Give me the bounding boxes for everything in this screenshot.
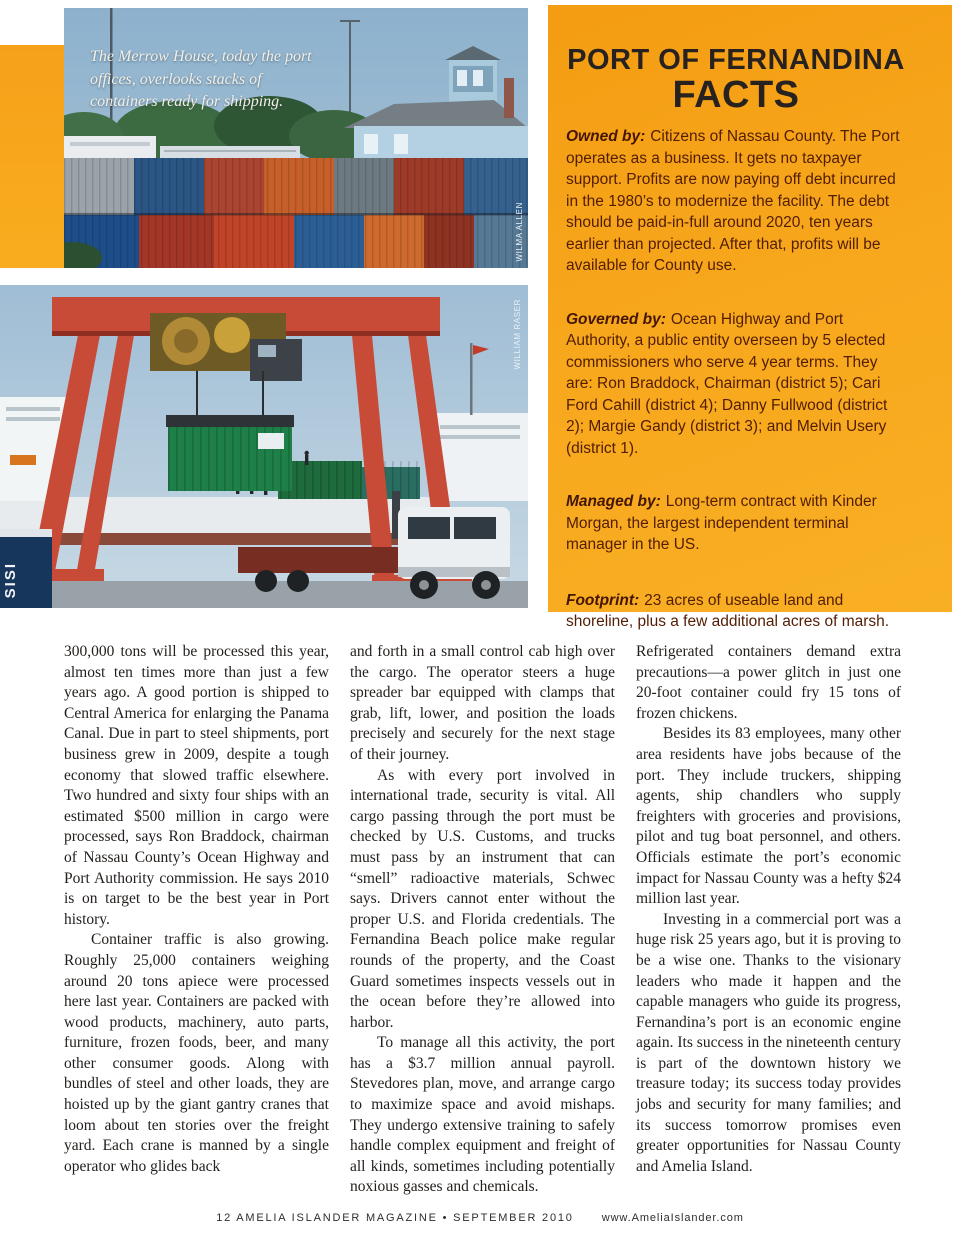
- fact-footprint: [566, 590, 906, 633]
- facts-title-line2: FACTS: [672, 74, 800, 117]
- photo-credit: WILMA ALLEN: [515, 202, 524, 262]
- paragraph: Investing in a commercial port was a huge risk 25 years ago, but it is proving to be a wise one. Thanks to the visionary leaders who made it happen and the capable managers who guide its progress, Fernandina’s port is an economic engine again. Its success in the nineteenth century is part of the downtown history we treasure today; its success today provides jobs and security for many families; and its success tomorrow promises even greater opportunities for Nassau County and Amelia Island.: [636, 910, 901, 1175]
- paragraph: Besides its 83 employees, many other area residents have jobs because of the port. They include truckers, shipping agents, ship chandlers who supply freighters with groceries and provisions, pilot and tug boat personnel, and others. Officials estimate the port’s economic impact for Nassau County was a hefty $24 million last year.: [636, 725, 901, 908]
- fact-label: Footprint:: [566, 591, 640, 609]
- page-footer: [0, 1212, 960, 1224]
- gold-left-band: [0, 45, 64, 268]
- fact-managed-by: [566, 491, 906, 556]
- article-column-3: [636, 642, 901, 1198]
- photo-credit: WILLIAM RASER: [513, 299, 522, 370]
- ship-name-text: SISI: [2, 561, 19, 598]
- paragraph: Container traffic is also growing. Roughly 25,000 containers weighing around 20 tons apiece were processed here last year. Containers are packed with wood products, machinery, auto parts, furniture, frozen foods, beer, and many other consumer goods. Along with bundles of steel and other loads, they are hoisted up by the giant gantry cranes that loom about ten stories over the freight yard. Each crane is manned by a single operator who glides back: [64, 931, 329, 1175]
- footer-magazine-line: 12 AMELIA ISLANDER MAGAZINE • SEPTEMBER 2010: [216, 1212, 574, 1224]
- fact-label: Governed by:: [566, 310, 666, 328]
- article-column-2: [350, 642, 615, 1198]
- paragraph: and forth in a small control cab high over the cargo. The operator steers a huge spreader bar equipped with clamps that grab, lift, lower, and position the loads precisely and securely for the next stage of their journey.: [350, 643, 615, 763]
- paragraph: Refrigerated containers demand extra precautions—a power glitch in just one 20-foot container could fry 15 tons of frozen chickens.: [636, 643, 901, 722]
- footer-url: www.AmeliaIslander.com: [601, 1212, 744, 1224]
- article-column-1: [64, 642, 329, 1198]
- gantry-crane-photo: [0, 285, 528, 608]
- fact-text: Long-term contract with Kinder Morgan, the largest independent terminal manager in the US.: [566, 493, 877, 554]
- fact-owned-by: [566, 126, 906, 277]
- fact-governed-by: [566, 309, 906, 460]
- facts-title-line1: PORT OF FERNANDINA: [567, 44, 905, 76]
- photo-caption: The Merrow House, today the port offices, overlooks stacks of containers ready for shipping.: [90, 48, 312, 111]
- fact-text: Citizens of Nassau County. The Port operates as a business. It gets no taxpayer support. Profits are now paying off debt incurred in the 1980’s to modernize the facility. The debt should be paid-in-full around 2020, ten years earlier than projected. After that, profits will be available for County use.: [566, 128, 900, 275]
- fact-label: Owned by:: [566, 128, 646, 146]
- fact-text: 23 acres of useable land and shoreline, plus a few additional acres of marsh.: [566, 591, 890, 631]
- fact-text: Ocean Highway and Port Authority, a public entity overseen by 5 elected commissioners who serve 4 year terms. They are: Ron Braddock, Chairman (district 5); Cari Ford Cahill (district 4); Danny Fullwood (district 2); Margie Gandy (district 3); and Melvin Usery (district 1).: [566, 310, 888, 457]
- paragraph: To manage all this activity, the port has a $3.7 million annual payroll. Stevedores plan, move, and arrange cargo to maximize space and avoid mishaps. They undergo extensive training to safely handle complex equipment and freight of all kinds, sometimes including potentially noxious gasses and chemicals.: [350, 1034, 615, 1196]
- facts-sidebar: [548, 5, 952, 631]
- fact-label: Managed by:: [566, 493, 661, 511]
- paragraph: As with every port involved in international trade, security is vital. All cargo passing through the port must be checked by U.S. Customs, and trucks must pass by an instrument that can “smell” radioactive materials, Schwec says. Drivers cannot enter without the proper U.S. and Florida credentials. The Fernandina Beach police make regular rounds of the property, and the Coast Guard sometimes inspects vessels out in the ocean before they’re allowed into harbor.: [350, 766, 615, 1031]
- paragraph: 300,000 tons will be processed this year, almost ten times more than just a few years ago. A good portion is shipped to Central America for enlarging the Panama Canal. Due in part to steel shipments, port business grew in 2009, despite a tough economy that slowed traffic elsewhere. Two hundred and sixty four ships with an estimated $500 million in cargo were processed, says Ron Braddock, chairman of Nassau County’s Ocean Highway and Port Authority commission. He says 2010 is on target to be the best year in Port history.: [64, 643, 329, 928]
- article-body: [64, 642, 902, 1198]
- port-offices-photo: [64, 8, 528, 268]
- gantry-crane-illustration: [0, 285, 528, 608]
